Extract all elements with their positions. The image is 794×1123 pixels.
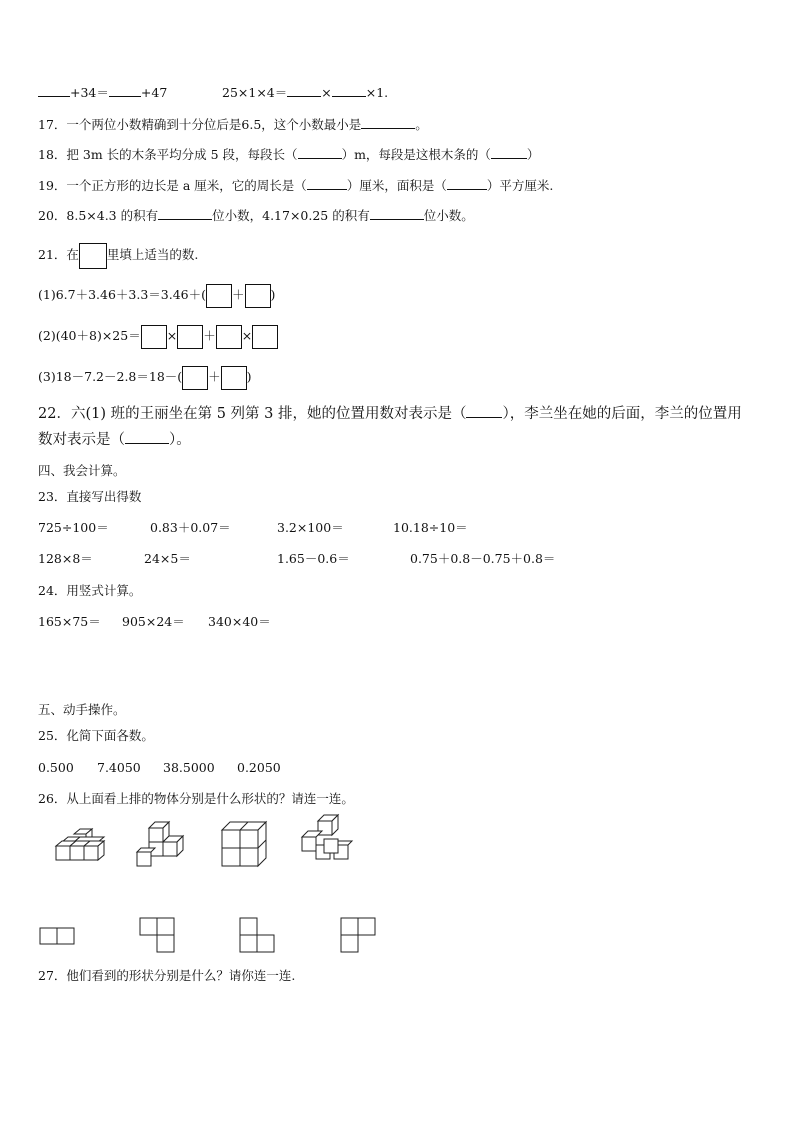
question-21-part-2 [38,323,278,349]
number-item: 38.5000 [163,760,215,775]
question-text: (1)6.7＋3.46＋3.3＝3.46＋( [38,287,207,302]
question-text: 18．把 3m 长的木条平均分成 5 段，每段长（ [38,147,298,162]
answer-blank[interactable] [466,405,502,418]
question-text: (3)18－7.2－2.8＝18－( [38,369,183,384]
answer-blank[interactable] [332,84,366,97]
question-text: 17．一个两位小数精确到十分位后是6.5，这个小数最小是 [38,117,362,132]
cube-object-4[interactable] [302,815,356,871]
calc-item: 165×75＝ [38,614,101,629]
calc-item: 1.65－0.6＝ [277,551,350,566]
top-view-4[interactable] [341,918,381,954]
question-text: 里填上适当的数. [106,247,199,262]
answer-blank[interactable] [361,116,415,129]
question-26-title: 26．从上面看上排的物体分别是什么形状的？请连一连。 [38,791,354,806]
answer-blank[interactable] [491,146,527,159]
question-text: ） [526,147,540,162]
eq-part: +47 [140,85,168,100]
answer-blank[interactable] [370,207,424,220]
cube-object-3[interactable] [222,822,272,870]
question-19 [38,177,553,194]
calc-item: 0.75＋0.8－0.75＋0.8＝ [410,551,556,566]
operator: ＋ [232,287,245,302]
number-item: 0.500 [38,760,74,775]
top-equation-line [38,84,167,101]
question-text: ），李兰坐在她的后面，李兰的位置用数对表示是（ [38,406,742,448]
question-17 [38,116,428,133]
calc-item: 128×8＝ [38,551,93,566]
answer-box[interactable] [245,284,271,308]
question-text: (2)(40＋8)×25＝ [38,328,141,343]
question-text: 。 [415,117,428,132]
question-text: 位小数。 [423,208,474,223]
calc-item: 3.2×100＝ [277,520,344,535]
question-21-part-3 [38,364,252,390]
question-text: 20．8.5×4.3 的积有 [38,208,159,223]
section-heading: 五、动手操作。 [38,702,126,717]
question-20 [38,207,474,224]
answer-blank[interactable] [158,207,212,220]
answer-box[interactable] [221,366,247,390]
eq-part: +34＝ [70,85,109,100]
cube-object-2[interactable] [137,822,189,872]
operator: × [166,328,178,343]
answer-blank[interactable] [125,431,169,444]
operator: ＋ [203,328,216,343]
answer-box[interactable] [177,325,203,349]
number-item: 0.2050 [237,760,281,775]
question-21 [38,242,198,269]
top-view-2[interactable] [140,918,180,954]
calc-item: 10.18÷10＝ [393,520,468,535]
top-equation-2 [222,84,388,101]
answer-box[interactable] [206,284,232,308]
example-box [79,243,107,269]
calc-item: 0.83＋0.07＝ [150,520,231,535]
top-view-1[interactable] [40,928,76,946]
operator: × [241,328,253,343]
question-23-title: 23．直接写出得数 [38,489,142,504]
calc-item: 725÷100＝ [38,520,109,535]
answer-blank[interactable] [287,84,321,97]
calc-item: 905×24＝ [122,614,185,629]
number-item: 7.4050 [97,760,141,775]
question-24-title: 24．用竖式计算。 [38,583,142,598]
question-text: ）平方厘米. [486,178,554,193]
question-27-title: 27．他们看到的形状分别是什么？请你连一连. [38,968,296,983]
question-text: 21．在 [38,247,79,262]
question-text: ）m，每段是这根木条的（ [341,147,491,162]
answer-blank[interactable] [298,146,342,159]
question-18 [38,146,539,163]
top-view-3[interactable] [240,918,280,954]
answer-box[interactable] [141,325,167,349]
answer-box[interactable] [216,325,242,349]
calc-item: 24×5＝ [144,551,191,566]
question-25-title: 25．化简下面各数。 [38,728,154,743]
eq-part: 25×1×4＝ [222,85,288,100]
eq-part: × [321,85,332,100]
eq-part: ×1. [365,85,389,100]
question-text: 位小数，4.17×0.25 的积有 [212,208,370,223]
question-text: 19．一个正方形的边长是 a 厘米，它的周长是（ [38,178,307,193]
answer-blank[interactable] [447,177,487,190]
answer-blank[interactable] [109,84,141,97]
question-22 [38,401,754,453]
answer-box[interactable] [252,325,278,349]
question-text: ）。 [169,432,191,448]
calc-item: 340×40＝ [208,614,271,629]
section-heading: 四、我会计算。 [38,463,126,478]
answer-box[interactable] [182,366,208,390]
operator: ＋ [208,369,221,384]
cube-object-1[interactable] [56,830,106,870]
operator: ) [270,287,276,302]
answer-blank[interactable] [38,84,70,97]
operator: ) [246,369,252,384]
answer-blank[interactable] [307,177,347,190]
question-text: ）厘米，面积是（ [346,178,447,193]
question-21-part-1 [38,282,275,308]
question-text: 22．六(1) 班的王丽坐在第 5 列第 3 排，她的位置用数对表示是（ [38,406,467,422]
